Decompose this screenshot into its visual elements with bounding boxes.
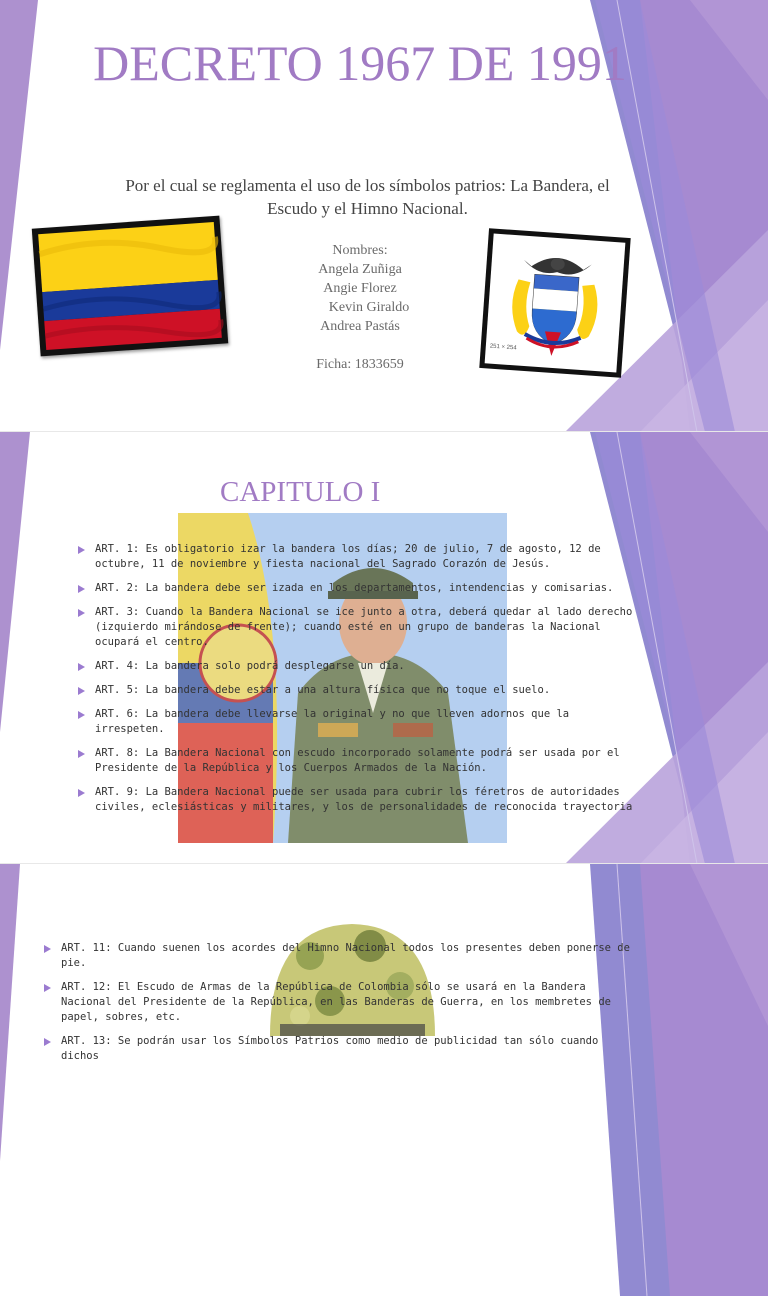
- coat-of-arms-icon: [485, 234, 626, 373]
- list-item: ART. 12: El Escudo de Armas de la República de Colombia sólo se usará en la Bandera Nacional del Presidente de la República, en las Banderas de Guerra, en los membretes de papel, sobres, etc.: [44, 980, 634, 1025]
- bullet-arrow-icon: [78, 789, 85, 797]
- list-item: ART. 2: La bandera debe ser izada en los departamentos, intendencias y comisarias.: [78, 581, 638, 596]
- article-list: [78, 542, 638, 824]
- colombia-flag-image: [32, 216, 228, 357]
- bullet-arrow-icon: [78, 687, 85, 695]
- list-item: ART. 11: Cuando suenen los acordes del Himno Nacional todos los presentes deben ponerse de pie.: [44, 941, 634, 971]
- list-item: ART. 9: La Bandera Nacional puede ser usada para cubrir los féretros de autoridades civiles, eclesiásticas y militares, y los de personalidades de reconocida trayectoria: [78, 785, 638, 815]
- author-name: Kevin Giraldo: [328, 300, 410, 315]
- bullet-arrow-icon: [78, 609, 85, 617]
- list-item: ART. 13: Se podrán usar los Símbolos Patrios como medio de publicidad tan sólo cuando dichos: [44, 1034, 634, 1064]
- bullet-arrow-icon: [44, 984, 51, 992]
- chapter-title: CAPITULO I: [220, 476, 381, 508]
- list-item: ART. 5: La bandera debe estar a una altura física que no toque el suelo.: [78, 683, 638, 698]
- authors-block: [260, 241, 460, 374]
- bullet-arrow-icon: [78, 585, 85, 593]
- list-item: ART. 8: La Bandera Nacional con escudo incorporado solamente podrá ser usada por el Presidente de la República y los Cuerpos Armados de la Nación.: [78, 746, 638, 776]
- bullet-arrow-icon: [78, 750, 85, 758]
- names-label: Nombres:: [332, 243, 388, 258]
- list-item: ART. 4: La bandera solo podrá desplegarse un día.: [78, 659, 638, 674]
- coat-of-arms-image: [479, 228, 630, 378]
- title-slide: [0, 0, 768, 432]
- article-list: [44, 941, 634, 1073]
- list-item: ART. 3: Cuando la Bandera Nacional se ice junto a otra, deberá quedar al lado derecho (izquierdo mirándose de frente); cuando esté en un grupo de banderas la Nacional ocupará el centro.: [78, 605, 638, 650]
- list-item: ART. 1: Es obligatorio izar la bandera los días; 20 de julio, 7 de agosto, 12 de octubre, 11 de noviembre y fiesta nacional del Sagrado Corazón de Jesús.: [78, 542, 638, 572]
- subtitle: Por el cual se reglamenta el uso de los símbolos patrios: La Bandera, el Escudo y el Himno Nacional.: [125, 176, 610, 218]
- bullet-arrow-icon: [44, 1038, 51, 1046]
- chapter-slide: [0, 432, 768, 864]
- bullet-arrow-icon: [78, 663, 85, 671]
- ficha-number: Ficha: 1833659: [316, 357, 404, 372]
- bullet-arrow-icon: [78, 711, 85, 719]
- author-name: Angela Zuñiga: [318, 262, 402, 277]
- flag-icon: [38, 222, 222, 350]
- bullet-arrow-icon: [78, 546, 85, 554]
- list-item: ART. 6: La bandera debe llevarse la original y no que lleven adornos que la irrespeten.: [78, 707, 638, 737]
- author-name: Angie Florez: [323, 281, 397, 296]
- bullet-arrow-icon: [44, 945, 51, 953]
- author-name: Andrea Pastás: [320, 319, 400, 334]
- anthem-slide: [0, 864, 768, 1062]
- page-title: DECRETO 1967 DE 1991: [93, 35, 627, 91]
- image-size-caption: 251 × 254: [489, 343, 517, 352]
